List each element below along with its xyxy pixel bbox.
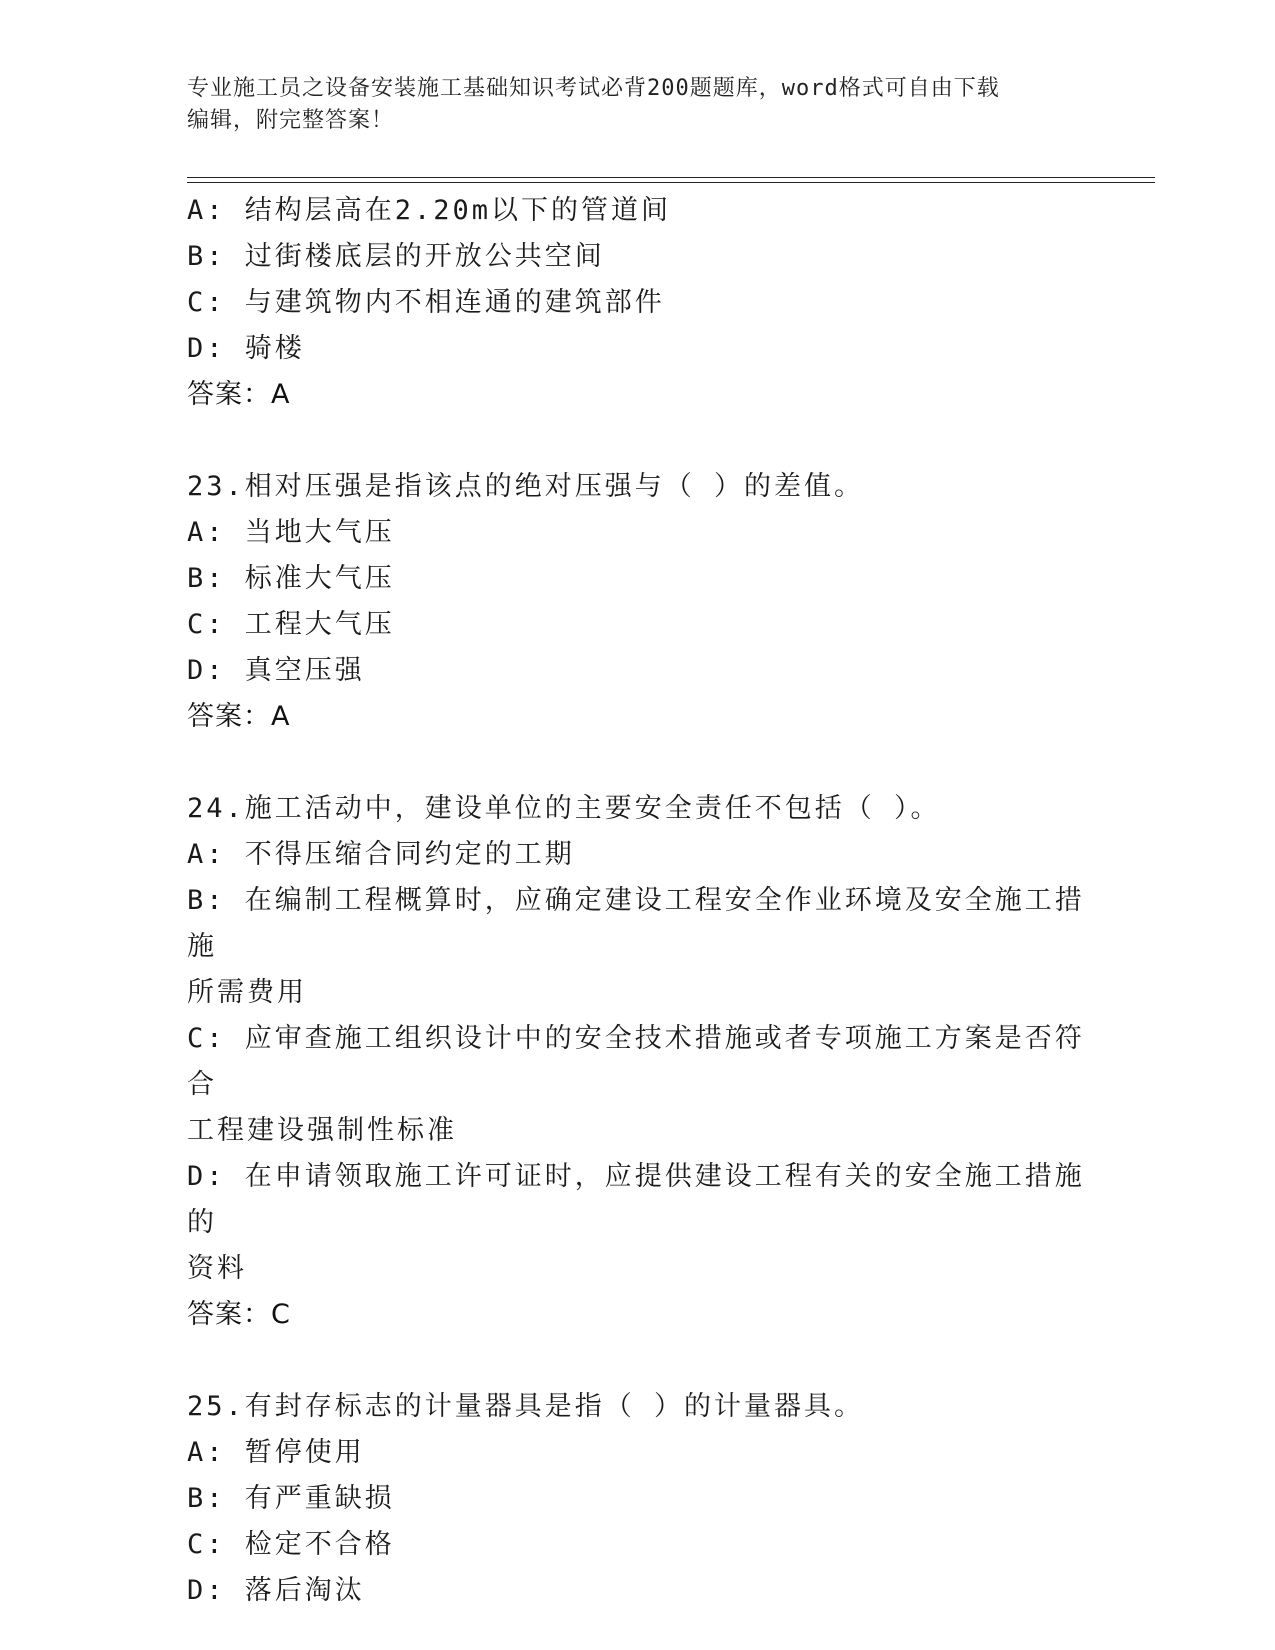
option-d-line-1: D: 在申请领取施工许可证时，应提供建设工程有关的安全施工措施的 [187,1161,1085,1238]
option-c: C: 与建筑物内不相连通的建筑部件 [187,287,665,318]
block-spacer [187,1338,1087,1384]
option-a: A: 结构层高在2.20m以下的管道间 [187,195,672,226]
option-d: D: 真空压强 [187,655,365,686]
question-text: 24.施工活动中，建设单位的主要安全责任不包括（ ）。 [187,793,941,824]
option-d-line-2: 资料 [187,1253,247,1284]
question-block [187,786,1087,1338]
question-list [187,188,1087,1614]
option-b-line-1: B: 在编制工程概算时，应确定建设工程安全作业环境及安全施工措施 [187,885,1085,962]
header-divider-bottom [187,182,1155,183]
option-b: B: 过街楼底层的开放公共空间 [187,241,605,272]
option-d: D: 骑楼 [187,333,305,364]
option-d: D: 落后淘汰 [187,1575,365,1606]
option-a: A: 不得压缩合同约定的工期 [187,839,575,870]
answer-line: 答案：A [187,379,291,410]
header-divider-top [187,177,1155,178]
question-text: 23.相对压强是指该点的绝对压强与（ ）的差值。 [187,471,865,502]
option-c-line-1: C: 应审查施工组织设计中的安全技术措施或者专项施工方案是否符合 [187,1023,1085,1100]
question-text: 25.有封存标志的计量器具是指（ ）的计量器具。 [187,1391,865,1422]
answer-line: 答案：C [187,1299,291,1330]
option-c: C: 检定不合格 [187,1529,395,1560]
header-line-1: 专业施工员之设备安装施工基础知识考试必背200题题库，word格式可自由下载 [187,76,1000,101]
option-b: B: 有严重缺损 [187,1483,395,1514]
block-spacer [187,418,1087,464]
option-c: C: 工程大气压 [187,609,395,640]
answer-line: 答案：A [187,701,291,732]
header-line-2: 编辑，附完整答案！ [187,108,395,133]
option-a: A: 当地大气压 [187,517,395,548]
question-block [187,1384,1087,1614]
question-block [187,464,1087,740]
block-spacer [187,740,1087,786]
document-header [187,73,1067,137]
option-a: A: 暂停使用 [187,1437,365,1468]
option-c-line-2: 工程建设强制性标准 [187,1115,457,1146]
question-block [187,188,1087,418]
option-b: B: 标准大气压 [187,563,395,594]
option-b-line-2: 所需费用 [187,977,307,1008]
